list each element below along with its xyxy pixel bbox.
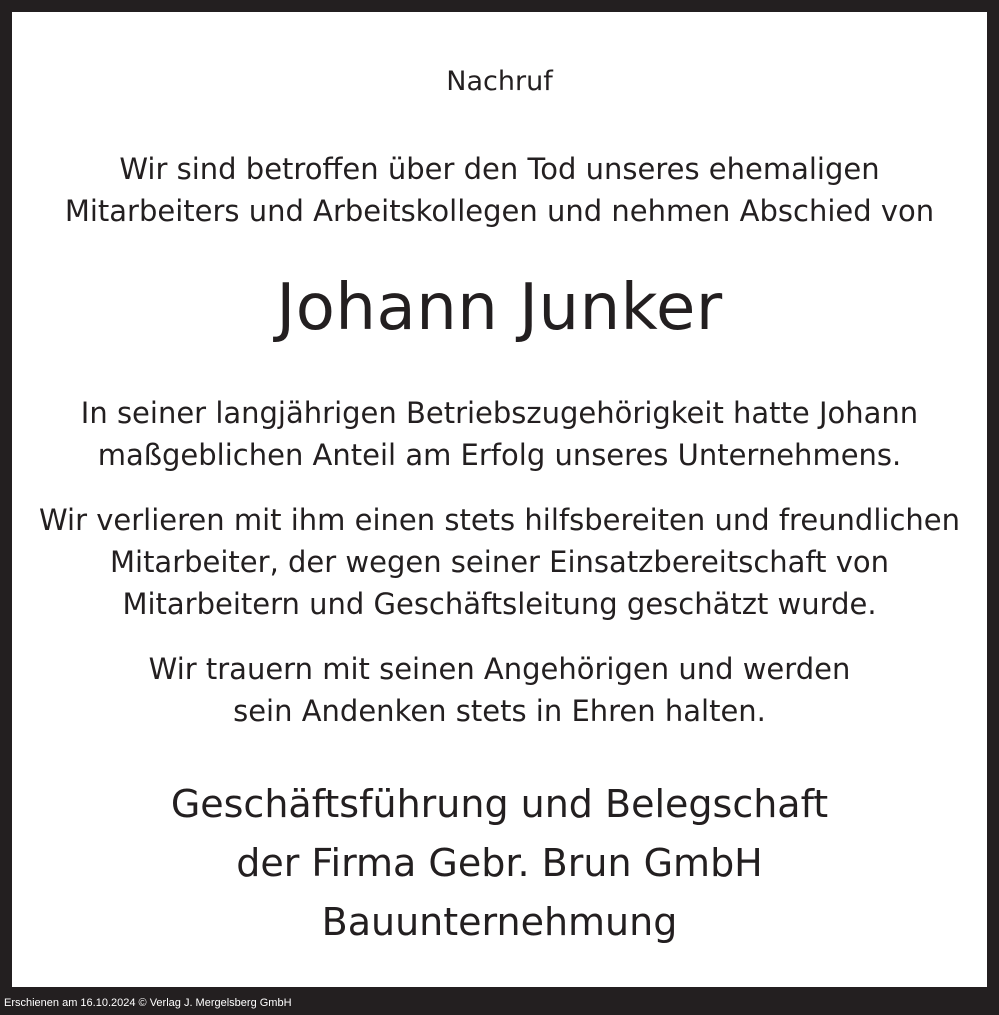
signature-line-2: der Firma Gebr. Brun GmbH bbox=[236, 841, 763, 885]
deceased-name: Johann Junker bbox=[276, 271, 723, 345]
signature-line-3: Bauunternehmung bbox=[321, 900, 678, 944]
obituary-card bbox=[12, 12, 987, 987]
notice-heading: Nachruf bbox=[446, 66, 553, 97]
paragraph-3-line-2: sein Andenken stets in Ehren halten. bbox=[233, 694, 766, 728]
paragraph-2-line-2: Mitarbeiter, der wegen seiner Einsatzbereitschaft von bbox=[109, 545, 889, 579]
intro-line-1: Wir sind betroffen über den Tod unseres ehemaligen bbox=[119, 152, 880, 186]
paragraph-3-line-1: Wir trauern mit seinen Angehörigen und werden bbox=[148, 652, 851, 686]
paragraph-2-line-3: Mitarbeitern und Geschäftsleitung geschätzt wurde. bbox=[122, 587, 877, 621]
publication-footer: Erschienen am 16.10.2024 © Verlag J. Mergelsberg GmbH bbox=[4, 997, 292, 1009]
paragraph-1-line-1: In seiner langjährigen Betriebszugehörigkeit hatte Johann bbox=[80, 396, 919, 430]
paragraph-1-line-2: maßgeblichen Anteil am Erfolg unseres Unternehmens. bbox=[97, 438, 902, 472]
intro-line-2: Mitarbeiters und Arbeitskollegen und nehmen Abschied von bbox=[64, 194, 935, 228]
paragraph-2-line-1: Wir verlieren mit ihm einen stets hilfsbereiten und freundlichen bbox=[39, 503, 960, 537]
signature-line-1: Geschäftsführung und Belegschaft bbox=[170, 782, 829, 826]
